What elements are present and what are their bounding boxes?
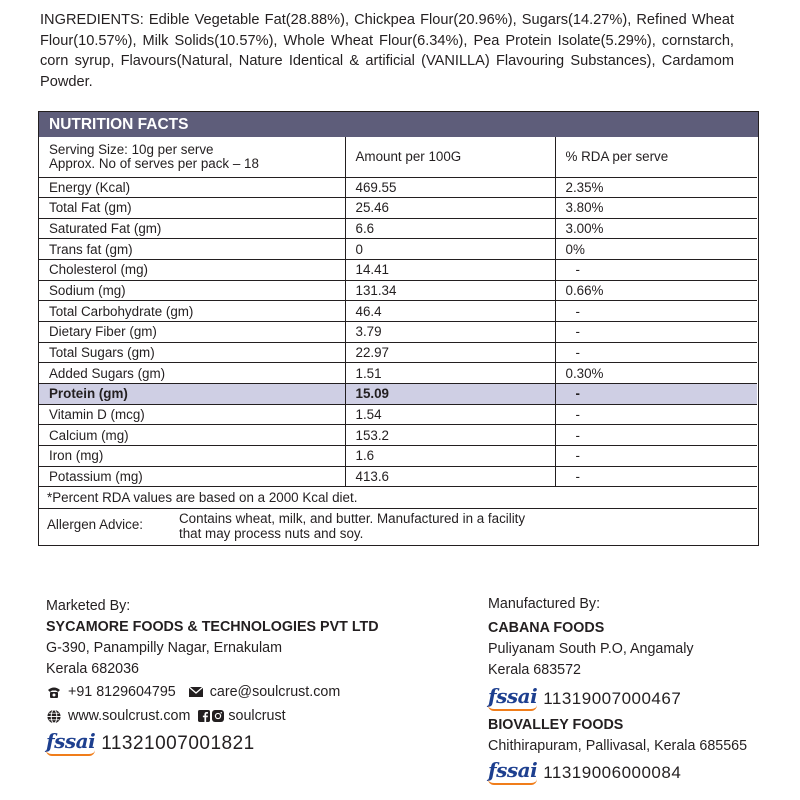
serves-per-pack: Approx. No of serves per pack – 18 bbox=[49, 156, 259, 172]
ingredients-text: INGREDIENTS: Edible Vegetable Fat(28.88%), Chickpea Flour(20.96%), Sugars(14.27%), Refined Wheat Flour(10.57%), Milk Solids(10.57%), Whole Wheat Flour(6.34%), Pea Protein Isolate(5.29%), cornstarch, corn syrup, Flavours(Natural, Nature Identical & artificial (VANILLA) Flavouring Substances), Cardamom Powder. bbox=[40, 12, 734, 90]
nutrient-rda: - bbox=[555, 322, 757, 343]
nutrition-table bbox=[39, 137, 757, 545]
nutrition-row bbox=[39, 177, 757, 198]
nutrient-amount: 14.41 bbox=[345, 260, 555, 281]
nutrient-name: Added Sugars (gm) bbox=[39, 363, 345, 384]
nutrient-name: Total Fat (gm) bbox=[39, 198, 345, 219]
nutrition-row bbox=[39, 404, 757, 425]
nutrient-amount: 1.51 bbox=[345, 363, 555, 384]
nutrient-name: Cholesterol (mg) bbox=[39, 260, 345, 281]
rda-footnote: *Percent RDA values are based on a 2000 Kcal diet. bbox=[39, 487, 757, 509]
nutrient-name: Vitamin D (mcg) bbox=[39, 404, 345, 425]
nutrient-rda: - bbox=[555, 301, 757, 322]
allergen-line-2: that may process nuts and soy. bbox=[179, 526, 364, 542]
manufacturer-1-company: CABANA FOODS bbox=[488, 620, 605, 636]
manufacturer-1-fssai-number: 11319007000467 bbox=[543, 688, 682, 708]
nutrient-amount: 25.46 bbox=[345, 198, 555, 219]
nutrient-name: Calcium (mg) bbox=[39, 425, 345, 446]
nutrient-rda: - bbox=[555, 342, 757, 363]
nutrient-name: Energy (Kcal) bbox=[39, 177, 345, 198]
nutrition-row bbox=[39, 384, 757, 405]
nutrient-amount: 1.54 bbox=[345, 404, 555, 425]
instagram-icon bbox=[212, 710, 224, 722]
manufacturer-1-address-1: Puliyanam South P.O, Angamaly bbox=[488, 641, 694, 657]
nutrient-name: Total Carbohydrate (gm) bbox=[39, 301, 345, 322]
manufactured-by-label: Manufactured By: bbox=[488, 596, 601, 612]
nutrition-row bbox=[39, 260, 757, 281]
nutrient-name: Iron (mg) bbox=[39, 446, 345, 467]
nutrient-rda: 0% bbox=[555, 239, 757, 260]
manufacturer-1-address-2: Kerala 683572 bbox=[488, 662, 582, 678]
manufacturer-2-fssai bbox=[488, 757, 747, 787]
nutrient-rda: - bbox=[555, 425, 757, 446]
nutrient-name: Protein (gm) bbox=[39, 384, 345, 405]
nutrition-header-row bbox=[39, 137, 757, 177]
nutrient-amount: 413.6 bbox=[345, 466, 555, 487]
phone-number[interactable]: +91 8129604795 bbox=[68, 683, 176, 700]
nutrition-facts-panel bbox=[38, 111, 759, 546]
marketed-by-label: Marketed By: bbox=[46, 598, 131, 614]
nutrient-amount: 0 bbox=[345, 239, 555, 260]
nutrition-row bbox=[39, 466, 757, 487]
nutrient-name: Potassium (mg) bbox=[39, 466, 345, 487]
manufacturer-1-fssai bbox=[488, 683, 747, 713]
nutrient-rda: - bbox=[555, 404, 757, 425]
nutrient-name: Sodium (mg) bbox=[39, 280, 345, 301]
phone-icon bbox=[46, 685, 62, 699]
nutrition-row bbox=[39, 301, 757, 322]
nutrient-rda: 3.80% bbox=[555, 198, 757, 219]
nutrient-rda: 0.30% bbox=[555, 363, 757, 384]
nutrition-row bbox=[39, 198, 757, 219]
allergen-advice bbox=[179, 511, 579, 541]
nutrition-row bbox=[39, 322, 757, 343]
nutrient-rda: - bbox=[555, 466, 757, 487]
nutrient-amount: 15.09 bbox=[345, 384, 555, 405]
nutrition-facts-title: NUTRITION FACTS bbox=[39, 112, 758, 137]
nutrition-row bbox=[39, 446, 757, 467]
nutrition-row bbox=[39, 280, 757, 301]
allergen-row bbox=[39, 509, 757, 546]
nutrition-row bbox=[39, 425, 757, 446]
nutrient-rda: 3.00% bbox=[555, 218, 757, 239]
manufactured-by-block bbox=[488, 594, 747, 787]
nutrient-rda: - bbox=[555, 384, 757, 405]
allergen-label: Allergen Advice: bbox=[47, 517, 144, 533]
manufacturer-2-fssai-number: 11319006000084 bbox=[543, 762, 682, 782]
nutrient-amount: 22.97 bbox=[345, 342, 555, 363]
marketer-address-2: Kerala 682036 bbox=[46, 661, 140, 677]
nutrition-row bbox=[39, 363, 757, 384]
nutrition-row bbox=[39, 342, 757, 363]
nutrition-rows bbox=[39, 177, 757, 487]
nutrient-amount: 6.6 bbox=[345, 218, 555, 239]
nutrient-amount: 46.4 bbox=[345, 301, 555, 322]
serving-size: Serving Size: 10g per serve bbox=[49, 141, 214, 157]
web-line bbox=[46, 704, 379, 728]
globe-icon bbox=[46, 709, 62, 724]
nutrient-amount: 153.2 bbox=[345, 425, 555, 446]
fssai-logo: fssai bbox=[488, 760, 537, 785]
nutrient-name: Saturated Fat (gm) bbox=[39, 218, 345, 239]
fssai-logo: fssai bbox=[46, 731, 95, 756]
nutrient-name: Dietary Fiber (gm) bbox=[39, 322, 345, 343]
nutrient-amount: 1.6 bbox=[345, 446, 555, 467]
mail-icon bbox=[188, 685, 204, 699]
nutrient-rda: 0.66% bbox=[555, 280, 757, 301]
social-handle[interactable]: soulcrust bbox=[228, 707, 286, 724]
email-address[interactable]: care@soulcrust.com bbox=[209, 683, 341, 700]
nutrient-amount: 3.79 bbox=[345, 322, 555, 343]
nutrient-amount: 131.34 bbox=[345, 280, 555, 301]
manufacturer-2-address: Chithirapuram, Pallivasal, Kerala 685565 bbox=[488, 738, 748, 754]
nutrient-name: Total Sugars (gm) bbox=[39, 342, 345, 363]
marketed-by-block bbox=[46, 596, 379, 758]
nutrition-row bbox=[39, 239, 757, 260]
nutrient-rda: - bbox=[555, 260, 757, 281]
col-amount-header: Amount per 100G bbox=[345, 137, 555, 177]
allergen-line-1: Contains wheat, milk, and butter. Manufactured in a facility bbox=[179, 511, 526, 527]
nutrient-rda: 2.35% bbox=[555, 177, 757, 198]
nutrition-row bbox=[39, 218, 757, 239]
marketer-company: SYCAMORE FOODS & TECHNOLOGIES PVT LTD bbox=[46, 619, 379, 635]
serving-info bbox=[39, 137, 345, 177]
website-url[interactable]: www.soulcrust.com bbox=[68, 707, 191, 724]
marketer-fssai-number: 11321007001821 bbox=[101, 732, 255, 754]
fssai-logo: fssai bbox=[488, 686, 537, 711]
facebook-icon bbox=[198, 710, 210, 722]
rda-footnote-row bbox=[39, 487, 757, 509]
manufacturer-2-company: BIOVALLEY FOODS bbox=[488, 717, 624, 733]
nutrient-rda: - bbox=[555, 446, 757, 467]
nutrient-amount: 469.55 bbox=[345, 177, 555, 198]
marketer-address-1: G-390, Panampilly Nagar, Ernakulam bbox=[46, 640, 283, 656]
contact-line bbox=[46, 680, 379, 704]
nutrient-name: Trans fat (gm) bbox=[39, 239, 345, 260]
col-rda-header: % RDA per serve bbox=[555, 137, 757, 177]
marketer-fssai bbox=[46, 728, 379, 758]
